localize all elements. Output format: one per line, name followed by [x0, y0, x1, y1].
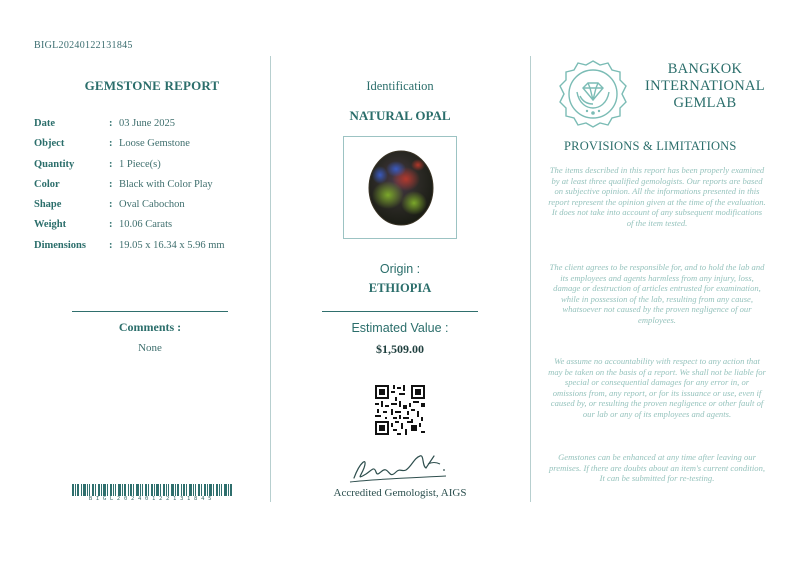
spec-row-color	[34, 179, 270, 199]
provisions-title: PROVISIONS & LIMITATIONS	[564, 139, 737, 153]
spec-row-shape	[34, 199, 270, 219]
value-rule	[322, 311, 478, 312]
spec-label: Shape	[34, 199, 62, 211]
spec-colon: :	[109, 178, 113, 190]
barcode-text: BIGL20240122131845	[88, 496, 216, 502]
spec-row-dimensions	[34, 240, 270, 260]
spec-value: Loose Gemstone	[119, 138, 190, 150]
spec-value: Oval Cabochon	[119, 199, 185, 211]
spec-label: Color	[34, 178, 60, 190]
spec-list	[34, 118, 270, 260]
lab-name	[638, 61, 772, 112]
gem-name: NATURAL OPAL	[349, 108, 451, 123]
spec-value: 03 June 2025	[119, 118, 175, 129]
qr-code-icon[interactable]	[375, 385, 425, 435]
spec-row-date	[34, 118, 270, 138]
spec-colon: :	[109, 219, 113, 231]
spec-colon: :	[109, 199, 113, 211]
spec-row-object	[34, 138, 270, 158]
provisions-paragraph-3: We assume no accountability with respect to any action that may be taken on the basis of a report. We shall not be liable for special or consequential damages for any error in, or omissions from, any report, or for its issuance or use, even if caused by, or resulting the proven negligence or other fault of our lab or any of its employees and agents.	[548, 356, 766, 419]
gem-photo	[343, 136, 457, 239]
spec-label: Dimensions	[34, 239, 86, 251]
comments-value: None	[138, 342, 162, 354]
identification-label: Identification	[366, 79, 434, 93]
spec-colon: :	[109, 118, 113, 129]
spec-colon: :	[109, 239, 113, 251]
spec-label: Object	[34, 138, 65, 150]
spec-label: Weight	[34, 219, 67, 231]
signature-caption: Accredited Gemologist, AIGS	[333, 487, 467, 499]
provisions-paragraph-1: The items described in this report has been properly examined by at least three qualified gemologists. Our reports are based on subjective opinion. All the informations presented in this report represent the opinion given at the time of the evaluation. It does not take into account of any subsequent modifications of the item tested.	[548, 165, 766, 228]
provisions-paragraph-2: The client agrees to be responsible for, and to hold the lab and its employees and agents harmless from any injury, loss, damage or destruction of articles entrusted for examination, while in possession of the lab, resulting from any cause, whatsoever not caused by the proven negligence of our employees.	[549, 262, 765, 325]
lab-name-line1: BANGKOK	[667, 61, 743, 77]
opal-image	[344, 137, 456, 238]
report-number: BIGL20240122131845	[34, 40, 133, 51]
estimated-value-label: Estimated Value :	[351, 321, 449, 335]
spec-value: 1 Piece(s)	[119, 158, 161, 170]
spec-row-weight	[34, 219, 270, 239]
barcode-icon	[72, 484, 232, 496]
spec-label: Date	[34, 118, 55, 129]
provisions-paragraph-4: Gemstones can be enhanced at any time after leaving our premises. If there are doubts about an item's current condition, It can be submitted for re-testing.	[548, 452, 766, 484]
origin-value: ETHIOPIA	[368, 281, 432, 295]
spec-colon: :	[109, 138, 113, 150]
report-title: GEMSTONE REPORT	[84, 78, 220, 93]
lab-name-line2: INTERNATIONAL	[645, 78, 765, 94]
diamond-seal-icon	[557, 58, 629, 130]
comments-rule	[72, 311, 228, 312]
spec-label: Quantity	[34, 158, 75, 170]
spec-value: 10.06 Carats	[119, 219, 173, 231]
spec-row-quantity	[34, 159, 270, 179]
estimated-value: $1,509.00	[376, 342, 424, 356]
gemologist-signature	[346, 448, 454, 488]
lab-name-line3: GEMLAB	[673, 95, 737, 111]
spec-colon: :	[109, 158, 113, 170]
divider-right	[530, 56, 531, 502]
origin-label: Origin :	[379, 262, 421, 276]
comments-label: Comments :	[118, 320, 182, 334]
spec-value: Black with Color Play	[119, 178, 213, 190]
spec-value: 19.05 x 16.34 x 5.96 mm	[119, 239, 225, 251]
